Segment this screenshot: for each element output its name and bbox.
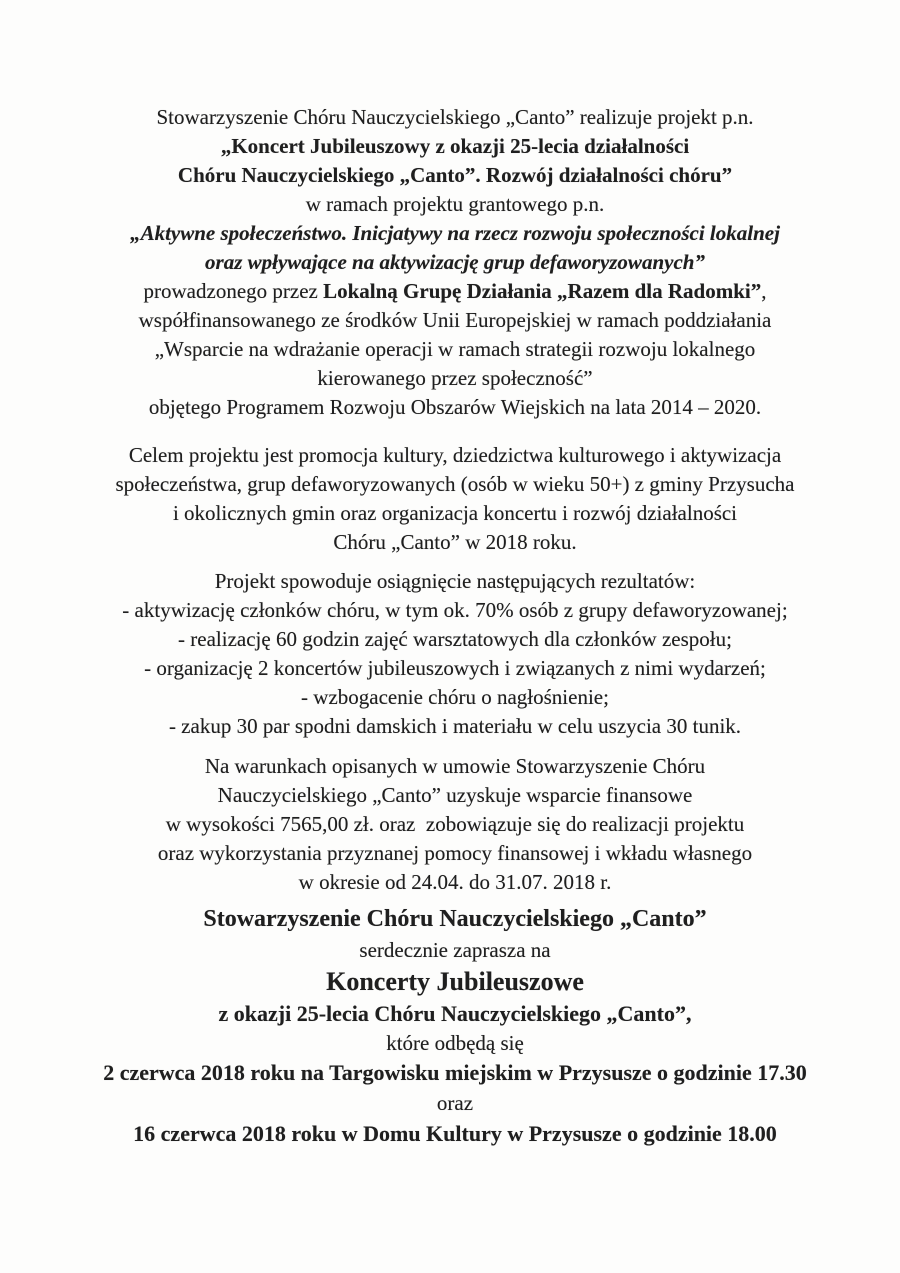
event-date-2: 16 czerwca 2018 roku w Domu Kultury w Przysusze o godzinie 18.00: [133, 1121, 777, 1146]
lead-prefix: prowadzonego przez: [143, 279, 324, 303]
funding-line-5: w okresie od 24.04. do 31.07. 2018 r.: [298, 870, 612, 894]
event-conjunction: oraz: [436, 1091, 474, 1115]
funding-terms-paragraph: [85, 752, 825, 897]
grant-title-line-1: „Aktywne społeczeństwo. Inicjatywy na rzecz rozwoju społeczności lokalnej: [130, 221, 780, 245]
lead-organization: Lokalną Grupę Działania „Razem dla Radomki”: [323, 279, 762, 303]
goal-line-2: społeczeństwa, grup defaworyzowanych (osób w wieku 50+) z gminy Przysucha: [115, 472, 795, 496]
project-title-line-1: „Koncert Jubileuszowy z okazji 25-lecia działalności: [220, 134, 690, 158]
lead-suffix: ,: [761, 279, 767, 303]
event-title: Koncerty Jubileuszowe: [326, 967, 584, 996]
lead-organization-line: [85, 277, 825, 306]
project-title-line-2: Chóru Nauczycielskiego „Canto”. Rozwój działalności chóru”: [177, 163, 733, 187]
funding-line-4: oraz wykorzystania przyznanej pomocy finansowej i wkładu własnego: [157, 841, 753, 865]
results-heading: Projekt spowoduje osiągnięcie następujących rezultatów:: [214, 569, 696, 593]
goal-line-4: Chóru „Canto” w 2018 roku.: [333, 530, 577, 554]
results-item: - aktywizację członków chóru, w tym ok. 70% osób z grupy defaworyzowanej;: [122, 598, 788, 622]
event-subtitle: z okazji 25-lecia Chóru Nauczycielskiego „Canto”,: [218, 1001, 692, 1026]
measure-line-2: kierowanego przez społeczność”: [317, 366, 593, 390]
project-goal-paragraph: [85, 441, 825, 557]
results-item: - organizację 2 koncertów jubileuszowych i związanych z nimi wydarzeń;: [144, 656, 766, 680]
results-item: - wzbogacenie chóru o nagłośnienie;: [301, 685, 609, 709]
program-line: objętego Programem Rozwoju Obszarów Wiejskich na lata 2014 – 2020.: [148, 395, 762, 419]
results-item: - zakup 30 par spodni damskich i materiału w celu uszycia 30 tunik.: [168, 714, 742, 738]
funding-line-2: Nauczycielskiego „Canto” uzyskuje wsparcie finansowe: [217, 783, 693, 807]
measure-line-1: „Wsparcie na wdrażanie operacji w ramach strategii rozwoju lokalnego: [154, 337, 756, 361]
invitation-line: serdecznie zaprasza na: [359, 938, 551, 962]
project-results-paragraph: [85, 567, 825, 741]
goal-line-1: Celem projektu jest promocja kultury, dziedzictwa kulturowego i aktywizacja: [128, 443, 782, 467]
funding-line-3: w wysokości 7565,00 zł. oraz zobowiązuje się do realizacji projektu: [165, 812, 745, 836]
document-body: [85, 103, 825, 1149]
grant-title-line-2: oraz wpływające na aktywizację grup defaworyzowanych”: [205, 250, 705, 274]
invitation-section: [85, 903, 825, 1149]
funding-line-1: Na warunkach opisanych w umowie Stowarzyszenie Chóru: [204, 754, 706, 778]
cofinancing-line: współfinansowanego ze środków Unii Europejskiej w ramach poddziałania: [138, 308, 772, 332]
goal-line-3: i okolicznych gmin oraz organizacja koncertu i rozwój działalności: [172, 501, 738, 525]
project-header-paragraph: [85, 103, 825, 422]
event-date-1: 2 czerwca 2018 roku na Targowisku miejskim w Przysusze o godzinie 17.30: [103, 1060, 807, 1085]
organization-name: Stowarzyszenie Chóru Nauczycielskiego „Canto”: [203, 906, 707, 932]
intro-line: Stowarzyszenie Chóru Nauczycielskiego „Canto” realizuje projekt p.n.: [156, 105, 754, 129]
event-which-line: które odbędą się: [386, 1031, 524, 1055]
grant-intro-line: w ramach projektu grantowego p.n.: [305, 192, 605, 216]
results-item: - realizację 60 godzin zajęć warsztatowych dla członków zespołu;: [178, 627, 732, 651]
